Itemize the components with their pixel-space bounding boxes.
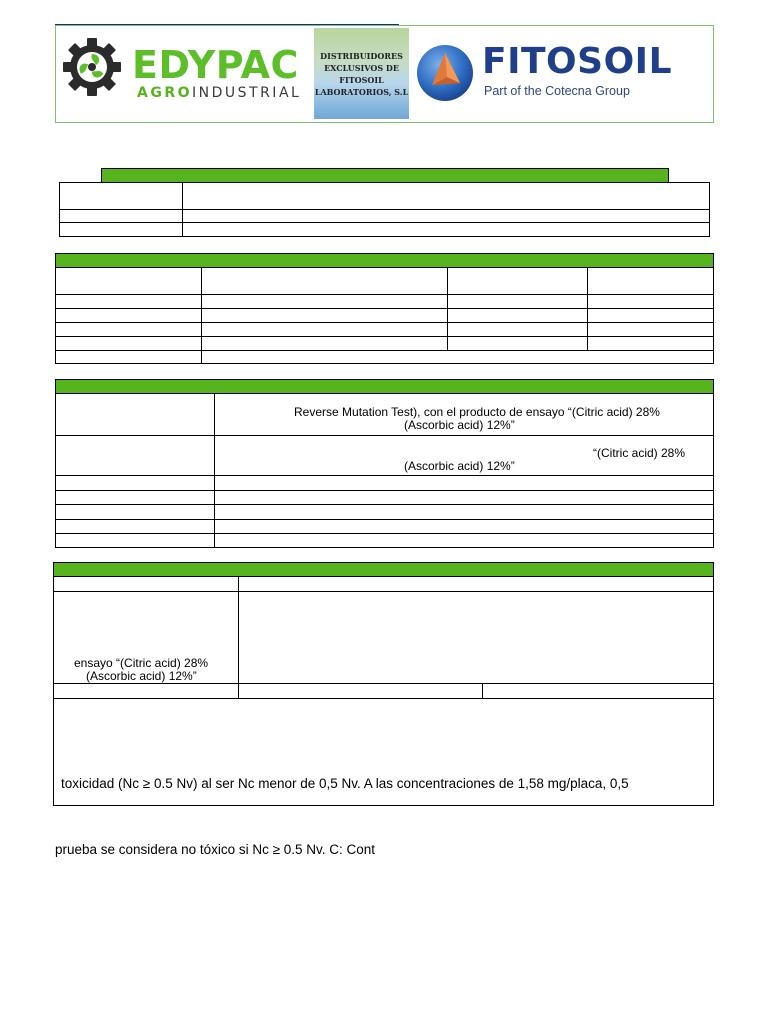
section3-row-divider-1 bbox=[55, 435, 714, 436]
section4-row-divider-2 bbox=[53, 683, 714, 684]
section3-row-divider-4 bbox=[55, 504, 714, 505]
section2-row-divider-3 bbox=[55, 322, 714, 323]
distributor-text bbox=[314, 50, 409, 98]
footer-note: prueba se considera no tóxico si Nc ≥ 0.5 Nv. C: Cont bbox=[55, 842, 376, 857]
section3-row2-text-line1: “(Citric acid) 28% bbox=[593, 446, 686, 460]
section2-row-divider-2 bbox=[55, 308, 714, 309]
section3-col-divider bbox=[214, 393, 215, 548]
section3-row-divider-5 bbox=[55, 519, 714, 520]
section4-header-bar bbox=[53, 562, 714, 577]
section4-left-text-line1: ensayo “(Citric acid) 28% bbox=[74, 656, 209, 670]
section1-row-divider-1 bbox=[59, 209, 710, 210]
distributor-line-4: LABORATORIOS, S.L bbox=[314, 87, 409, 97]
section4-col-divider-1 bbox=[238, 576, 239, 698]
section3-row1-text-line1: Reverse Mutation Test), con el producto de ensayo “(Citric acid) 28% bbox=[294, 405, 660, 419]
section4-result-text: toxicidad (Nc ≥ 0.5 Nv) al ser Nc menor de 0,5 Nv. A las concentraciones de 1,58 mg/placa, 0,5 bbox=[61, 776, 629, 791]
section3-header-bar bbox=[55, 379, 714, 394]
edypac-subtitle bbox=[137, 86, 301, 100]
section4-table bbox=[53, 576, 714, 806]
section4-row-divider-1 bbox=[53, 591, 714, 592]
edypac-wordmark: EDYPAC bbox=[132, 43, 299, 87]
section4-row-divider-3 bbox=[53, 698, 714, 699]
edypac-gear-icon bbox=[58, 36, 126, 98]
section2-row-divider-5 bbox=[55, 350, 714, 351]
fitosoil-wordmark: FITOSOIL bbox=[482, 41, 673, 82]
section2-row-divider-4 bbox=[55, 336, 714, 337]
distributor-line-1: DISTRIBUIDORES bbox=[320, 51, 403, 61]
distributor-line-3: FITOSOIL bbox=[339, 75, 384, 85]
section1-row-divider-2 bbox=[59, 222, 710, 223]
section4-col-divider-2 bbox=[482, 683, 483, 698]
edypac-subtitle-industrial: INDUSTRIAL bbox=[192, 85, 302, 101]
section1-header-bar bbox=[101, 168, 669, 183]
fitosoil-globe-icon bbox=[414, 43, 476, 103]
section2-row-divider-1 bbox=[55, 294, 714, 295]
section3-row-divider-6 bbox=[55, 533, 714, 534]
fitosoil-tagline: Part of the Cotecna Group bbox=[484, 84, 630, 98]
section4-left-text-line2: (Ascorbic acid) 12%” bbox=[86, 669, 197, 683]
section3-row1-text-line2: (Ascorbic acid) 12%” bbox=[404, 418, 515, 432]
section3-row-divider-3 bbox=[55, 490, 714, 491]
section2-header-bar bbox=[55, 253, 714, 268]
edypac-subtitle-agro: AGRO bbox=[137, 85, 193, 101]
distributor-line-2: EXCLUSIVOS DE bbox=[324, 63, 399, 73]
section3-row2-text-line2: (Ascorbic acid) 12%” bbox=[404, 459, 515, 473]
section3-row-divider-2 bbox=[55, 475, 714, 476]
